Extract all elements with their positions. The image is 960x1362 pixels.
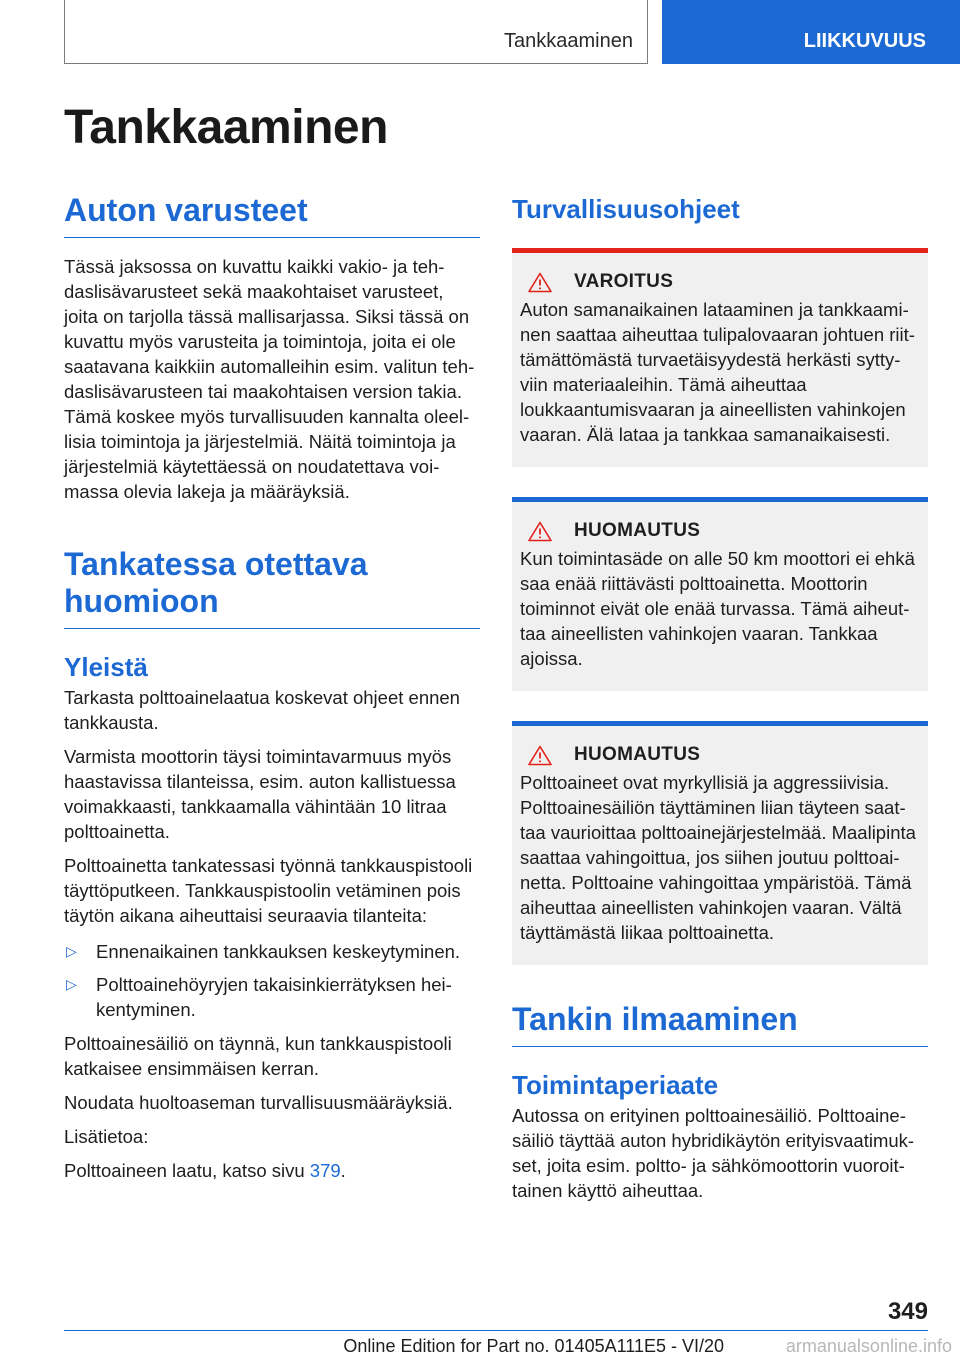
paragraph-general-1: Tarkasta polttoainelaatua koskevat ohjeet ennen tankkausta. (64, 687, 460, 733)
header-section-label: Tankkaaminen (504, 30, 633, 52)
reference-text: Polttoaineen laatu, katso sivu (64, 1160, 310, 1181)
header-frame (64, 0, 648, 64)
warning-triangle-icon (528, 521, 552, 542)
list-item (64, 939, 480, 964)
paragraph-vehicle-equipment: Tässä jaksossa on kuvattu kaikki vakio- ja tehdaslisävarusteet sekä maakohtaiset varusteet, joita on tarjolla tässä mallisarjassa. Siksi tässä on kuvattu myös varusteita ja toimintoja, joita ei ole saatavana kaikkiin automalleihin esim. valitun tehdaslisävarusteen tai maakohtaisen version takia. Tämä koskee myös turvallisuuden kannalta oleellisia toimintoja ja järjestelmiä. Näitä toimintoja ja järjestelmiä käytettäessä on noudatettava voimassa olevia lakeja ja määräyksiä. (64, 256, 475, 502)
bullet-arrow-icon: ▷ (66, 943, 77, 959)
section-heading-turvallisuusohjeet: Turvallisuusohjeet (512, 194, 740, 224)
warning-box-varoitus (512, 248, 928, 467)
warning-text: Auton samanaikainen lataaminen ja tankkaaminen saattaa aiheuttaa tulipalovaaran johtuen riittämättömästä turvaetäisyydestä herkästi syttyviin materiaaleihin. Tämä aiheuttaa loukkaantumisvaaran ja aineellisten vahinkojen vaaran. Älä lataa ja tankkaa samanaikaisesti. (520, 299, 915, 445)
page-title: Tankkaaminen (64, 101, 388, 154)
bullet-arrow-icon: ▷ (66, 976, 77, 992)
warning-triangle-icon (528, 272, 552, 293)
watermark: armanualsonline.info (785, 1336, 952, 1356)
left-column (64, 192, 480, 1183)
subheading-toimintaperiaate: Toimintaperiaate (512, 1070, 719, 1100)
paragraph-principle: Autossa on erityinen polttoainesäiliö. Polttoainesäiliö täyttää auton hybridikäytön erityisvaatimukset, joita esim. poltto- ja sähkömoottorin vuoroittainen käyttö aiheuttaa. (512, 1105, 915, 1201)
paragraph-general-5: Noudata huoltoaseman turvallisuusmääräyksiä. (64, 1092, 453, 1113)
subheading-yleista: Yleistä (64, 652, 148, 682)
paragraph-more-info: Lisätietoa: (64, 1126, 149, 1147)
footer-divider (64, 1330, 928, 1331)
paragraph-general-4: Polttoainesäiliö on täynnä, kun tankkauspistooli katkaisee ensimmäisen kerran. (64, 1033, 452, 1079)
warning-title: VAROITUS (574, 271, 674, 292)
list-item (64, 972, 480, 1022)
paragraph-general-2: Varmista moottorin täysi toimintavarmuus myös haastavissa tilanteissa, esim. auton kallistuessa voimakkaasti, tankkaamalla vähintään 10 litraa polttoainetta. (64, 746, 456, 842)
notice-box-fuel (512, 721, 928, 965)
header-chapter-label: LIIKKUVUUS (803, 30, 926, 52)
reference-end: . (340, 1160, 346, 1181)
notice-title: HUOMAUTUS (574, 520, 701, 541)
notice-text: Kun toimintasäde on alle 50 km moottori ei ehkä saa enää riittävästi polttoainetta. Moottorin toiminnot eivät ole enää turvassa. Tämä aiheuttaa aineellisten vahinkojen vaaran. Tankkaa ajoissa. (520, 548, 915, 669)
notice-box-range (512, 497, 928, 691)
list-item-text: Polttoainehöyryjen takaisinkierrätyksen heikentyminen. (96, 974, 452, 1020)
footer-edition: Online Edition for Part no. 01405A111E5 - VI/20 (343, 1336, 724, 1356)
paragraph-fuel-quality-ref (64, 1158, 480, 1183)
header-chapter-tab[interactable] (662, 0, 960, 64)
page-number: 349 (887, 1298, 928, 1325)
page-link-379[interactable]: 379 (309, 1160, 341, 1181)
notice-text: Polttoaineet ovat myrkyllisiä ja aggressiivisia. Polttoainesäiliön täyttäminen liian täyteen saattaa vaurioittaa polttoainejärjestelmää. Maalipinta saattaa vahingoittua, jos siihen joutuu polttoainetta. Polttoaine vahingoittaa ympäristöä. Tämä aiheuttaa aineellisten vahinkojen vaaran. Vältä täyttämästä liikaa polttoainetta. (520, 772, 916, 943)
notice-title: HUOMAUTUS (574, 744, 701, 765)
section-heading-auton-varusteet: Auton varusteet (64, 192, 480, 238)
section-heading-tankin-ilmaaminen: Tankin ilmaaminen (512, 1001, 928, 1047)
list-item-text: Ennenaikainen tankkauksen keskeytyminen. (96, 941, 461, 962)
warning-triangle-icon (528, 745, 552, 766)
right-column (512, 192, 928, 1203)
paragraph-general-3: Polttoainetta tankatessasi työnnä tankkauspistooli täyttöputkeen. Tankkauspistoolin vetäminen pois täytön aikana aiheuttaisi seuraavia tilanteita: (64, 855, 473, 926)
section-heading-tankatessa: Tankatessa otettava huomioon (64, 546, 480, 629)
